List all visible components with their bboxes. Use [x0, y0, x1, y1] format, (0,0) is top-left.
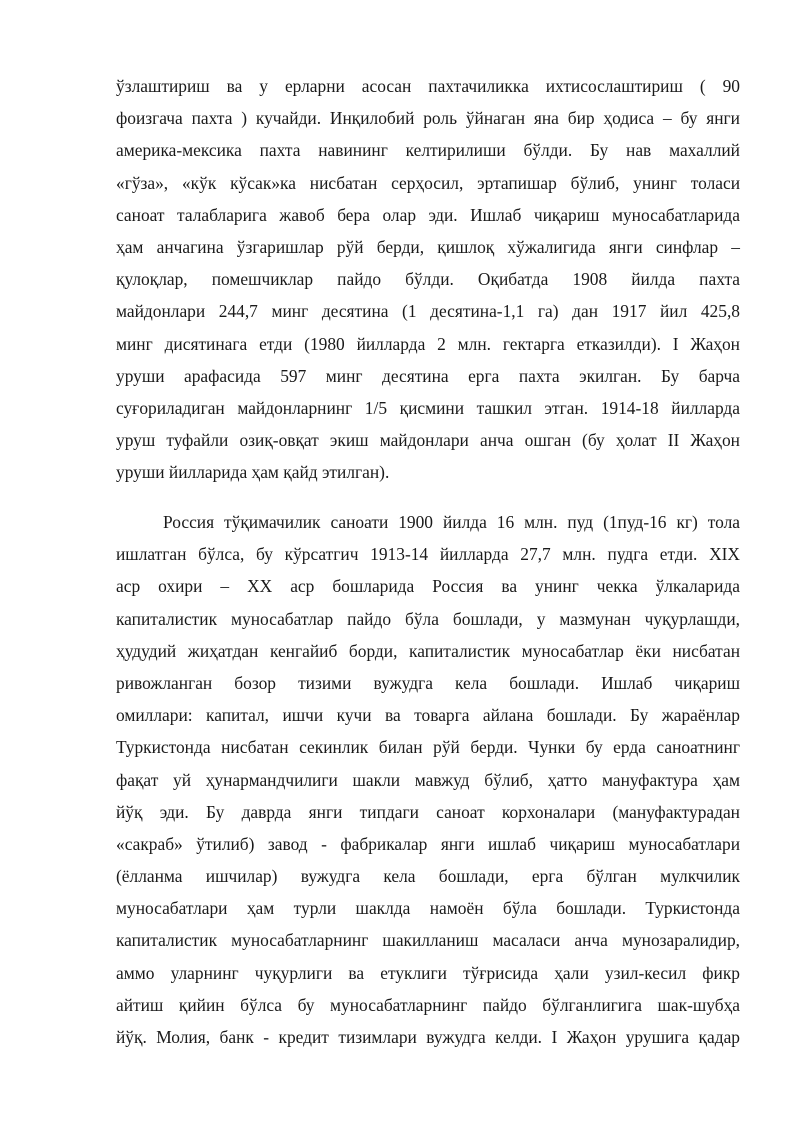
text-line: йўқ эди. Бу даврда янги типдаги саноат корхоналари (мануфактурадан: [116, 801, 740, 822]
paragraph-1: [116, 70, 740, 488]
text-line: фақат уй ҳунармандчилиги шакли мавжуд бўлиб, ҳатто мануфактура ҳам: [116, 769, 740, 790]
text-line: ҳам анчагина ўзгаришлар рўй берди, қишлоқ хўжалигида янги синфлар –: [116, 236, 740, 257]
text-line: фоизгача пахта ) кучайди. Инқилобий роль ўйнаган яна бир ҳодиса – бу янги: [116, 108, 740, 129]
text-line: уруш туфайли озиқ-овқат экиш майдонлари анча ошган (бу ҳолат II Жаҳон: [116, 430, 740, 451]
text-line: «сакраб» ўтилиб) завод - фабрикалар янги ишлаб чиқариш муносабатлари: [116, 833, 740, 854]
text-line: омиллари: капитал, ишчи кучи ва товарга айлана бошлади. Бу жараёнлар: [116, 705, 740, 726]
text-line: «гўза», «кўк кўсак»ка нисбатан серҳосил, эртапишар бўлиб, унинг толаси: [116, 172, 740, 193]
paragraph-2: [116, 506, 740, 1053]
text-line: қулоқлар, помешчиклар пайдо бўлди. Оқибатда 1908 йилда пахта: [116, 269, 740, 290]
text-line: суғориладиган майдонларнинг 1/5 қисмини ташкил этган. 1914-18 йилларда: [116, 397, 740, 418]
text-line: (ёлланма ишчилар) вужудга кела бошлади, ерга бўлган мулкчилик: [116, 866, 740, 887]
text-line: ишлатган бўлса, бу кўрсатгич 1913-14 йилларда 27,7 млн. пудга етди. XIX: [116, 544, 740, 565]
text-line: ҳудудий жиҳатдан кенгайиб борди, капиталистик муносабатлар ёки нисбатан: [116, 640, 740, 661]
text-line: аср охири – XX аср бошларида Россия ва унинг чекка ўлкаларида: [116, 576, 740, 597]
text-line: минг дисятинага етди (1980 йилларда 2 млн. гектарга етказилди). I Жаҳон: [116, 333, 740, 354]
text-line: саноат талабларига жавоб бера олар эди. Ишлаб чиқариш муносабатларида: [116, 204, 740, 225]
text-line: аммо уларнинг чуқурлиги ва етуклиги тўғрисида ҳали узил-кесил фикр: [116, 962, 740, 983]
text-line: капиталистик муносабатларнинг шакилланиш масаласи анча мунозаралидир,: [116, 930, 740, 951]
text-line: капиталистик муносабатлар пайдо бўла бошлади, у мазмунан чуқурлашди,: [116, 608, 740, 629]
text-line: айтиш қийин бўлса бу муносабатларнинг пайдо бўлганлигига шак-шубҳа: [116, 994, 740, 1015]
text-line: америка-мексика пахта навининг келтирилиши бўлди. Бу нав махаллий: [116, 140, 740, 161]
text-line: майдонлари 244,7 минг десятина (1 десятина-1,1 га) дан 1917 йил 425,8: [116, 301, 740, 322]
text-line: уруши йилларида ҳам қайд этилган).: [116, 462, 390, 483]
text-line: йўқ. Молия, банк - кредит тизимлари вужудга келди. I Жаҳон урушига қадар: [116, 1027, 740, 1047]
text-line: муносабатлари ҳам турли шаклда намоён бўла бошлади. Туркистонда: [116, 898, 740, 919]
text-line: ўзлаштириш ва у ерларни асосан пахтачиликка ихтисослаштириш ( 90: [116, 76, 740, 96]
text-line: Россия тўқимачилик саноати 1900 йилда 16 млн. пуд (1пуд-16 кг) тола: [163, 512, 740, 532]
text-line: Туркистонда нисбатан секинлик билан рўй берди. Чунки бу ерда саноатнинг: [116, 737, 740, 758]
text-line: ривожланган бозор тизими вужудга кела бошлади. Ишлаб чиқариш: [116, 672, 740, 693]
text-line: уруши арафасида 597 минг десятина ерга пахта экилган. Бу барча: [116, 365, 740, 386]
